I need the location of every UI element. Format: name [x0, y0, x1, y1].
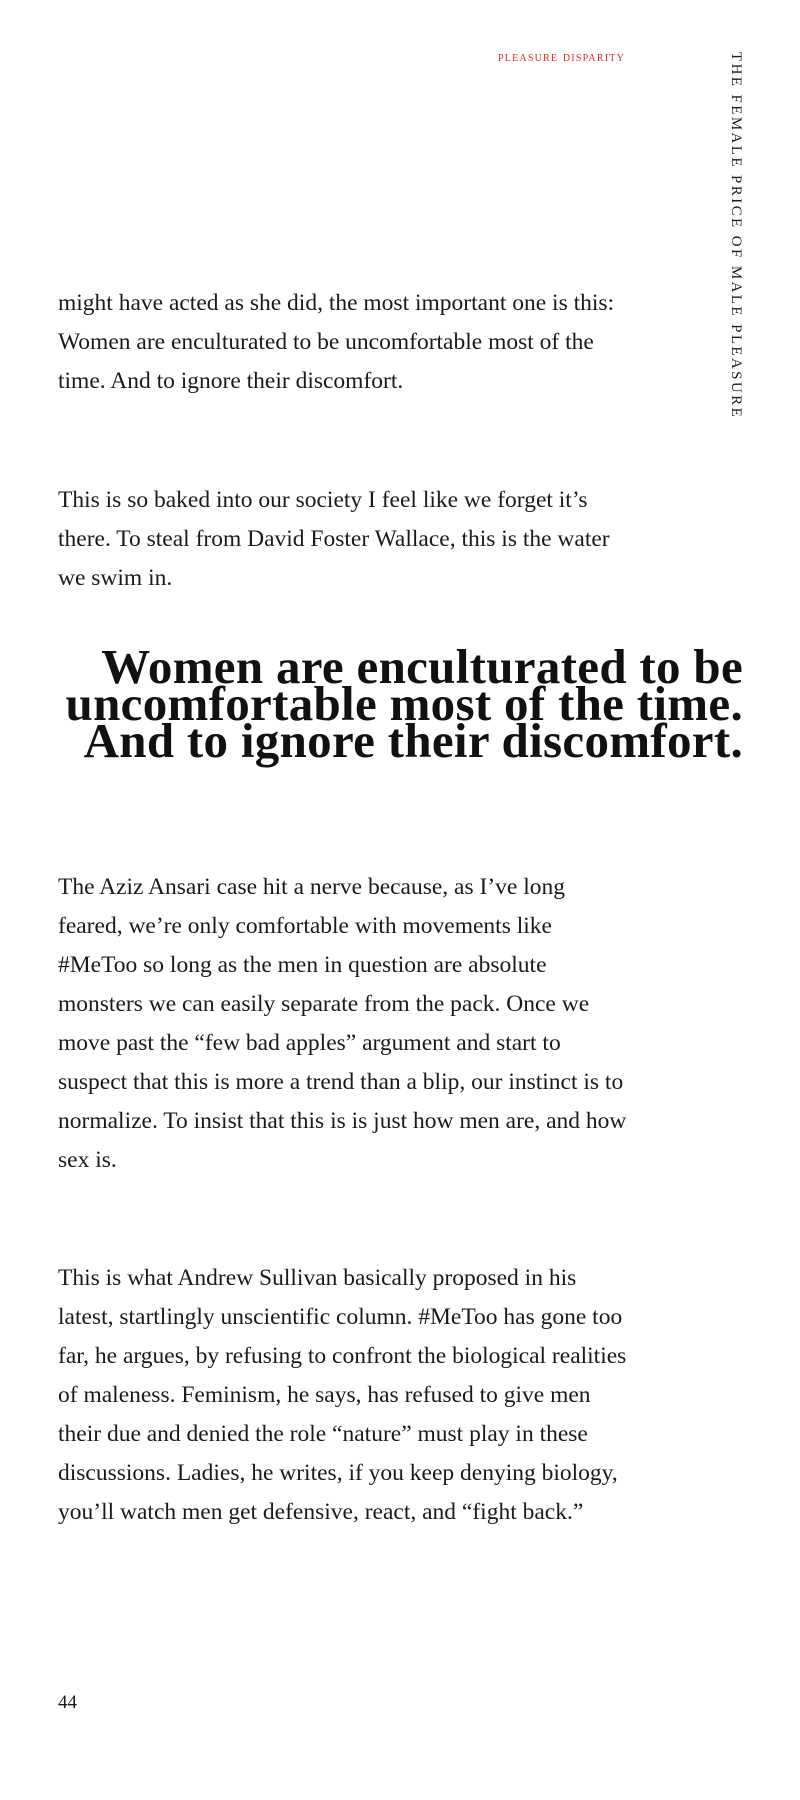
running-head: pleasure disparity: [498, 50, 625, 65]
body-paragraph-3: [58, 868, 630, 1180]
pull-quote: Women are enculturated to be uncomfortable most of the time. And to ignore their discomfort.: [65, 639, 743, 768]
paragraph-text: This is what Andrew Sullivan basically proposed in his latest, startlingly unscientific column. #MeToo has gone too far, he argues, by refusing to confront the biological realities of maleness. Feminism, he says, has refused to give men their due and denied the role “nature” must play in these discussions. Ladies, he writes, if you keep denying biology, you’ll watch men get defensive, react, and “fight back.”: [58, 1265, 627, 1525]
paragraph-text: The Aziz Ansari case hit a nerve because, as I’ve long feared, we’re only comfortable with movements like #MeToo so long as the men in question are absolute monsters we can easily separate from the pack. Once we move past the “few bad apples” argument and start to suspect that this is more a trend than a blip, our instinct is to normalize. To insist that this is is just how men are, and how sex is.: [58, 874, 627, 1173]
paragraph-text: This is so baked into our society I feel like we forget it’s there. To steal from David Foster Wallace, this is the water we swim in.: [58, 487, 610, 591]
vertical-book-title: THE FEMALE PRICE OF MALE PLEASURE: [728, 52, 744, 420]
page-number: 44: [58, 1692, 77, 1713]
body-paragraph-1: [58, 284, 630, 401]
body-paragraph-4: [58, 1259, 630, 1532]
body-paragraph-2: [58, 481, 630, 598]
paragraph-text: might have acted as she did, the most important one is this: Women are enculturated to be uncomfortable most of the time. And to ignore their discomfort.: [58, 290, 615, 394]
